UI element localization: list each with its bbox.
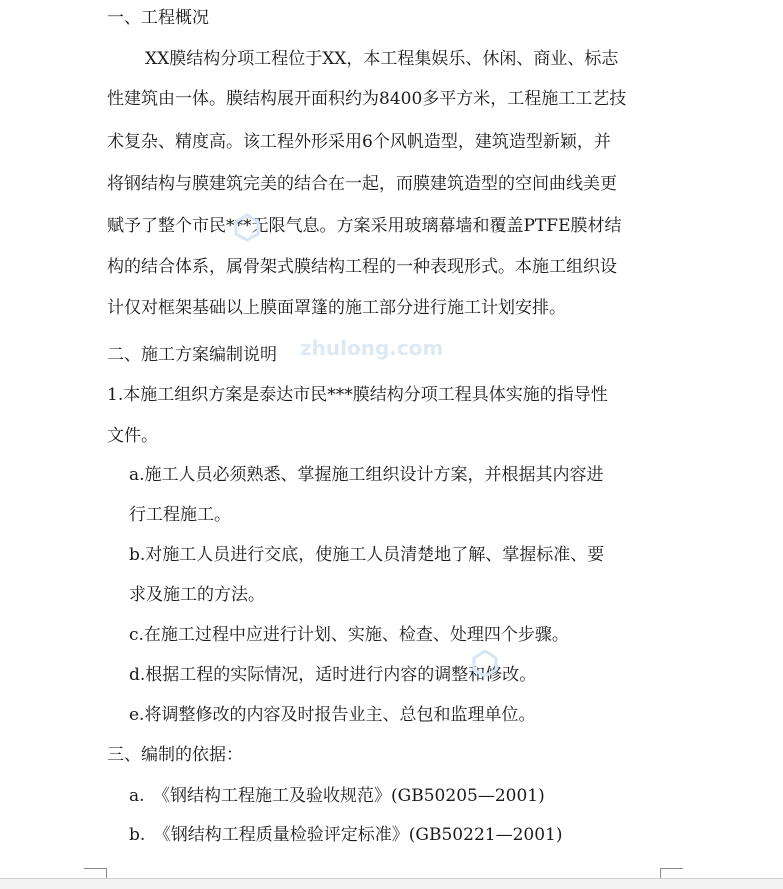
item-1-line: 1.本施工组织方案是泰达市民***膜结构分项工程具体实施的指导性 [107,385,608,405]
para-1-line: 计仅对框架基础以上膜面罩篷的施工部分进行施工计划安排。 [107,298,566,318]
sub-item-b: b.对施工人员进行交底，使施工人员清楚地了解、掌握标准、要 [129,545,605,565]
watermark-logo-icon [232,212,262,242]
para-1-line: 构的结合体系，属骨架式膜结构工程的一种表现形式。本施工组织设 [107,257,617,277]
para-1-line: 赋予了整个市民***无限气息。方案采用玻璃幕墙和覆盖PTFE膜材结 [107,216,622,236]
para-1-line: XX膜结构分项工程位于XX，本工程集娱乐、休闲、商业、标志 [145,49,619,69]
basis-item-b: b. 《钢结构工程质量检验评定标准》(GB50221—2001) [129,825,563,845]
section-1-title: 一、工程概况 [107,8,209,28]
sub-item-c: c.在施工过程中应进行计划、实施、检查、处理四个步骤。 [129,625,569,645]
item-1-line: 文件。 [107,426,158,446]
sub-item-d: d.根据工程的实际情况，适时进行内容的调整和修改。 [129,665,537,685]
watermark-logo-icon [470,648,500,678]
sub-item-a: a.施工人员必须熟悉、掌握施工组织设计方案，并根据其内容进 [129,465,604,485]
sub-item-e: e.将调整修改的内容及时报告业主、总包和监理单位。 [129,705,536,725]
section-3-title: 三、编制的依据： [107,745,243,765]
section-2-title: 二、施工方案编制说明 [107,345,277,365]
sub-item-b-cont: 求及施工的方法。 [129,585,265,605]
para-1-line: 将钢结构与膜建筑完美的结合在一起，而膜建筑造型的空间曲线美更 [107,174,617,194]
basis-item-a: a. 《钢结构工程施工及验收规范》(GB50205—2001) [129,786,545,806]
watermark-text: zhulong.com [300,336,444,360]
para-1-line: 术复杂、精度高。该工程外形采用6个风帆造型，建筑造型新颖，并 [107,132,611,152]
status-bar [0,878,783,889]
para-1-line: 性建筑由一体。膜结构展开面积约为8400多平方米，工程施工工艺技 [107,89,627,109]
sub-item-a-cont: 行工程施工。 [129,505,231,525]
